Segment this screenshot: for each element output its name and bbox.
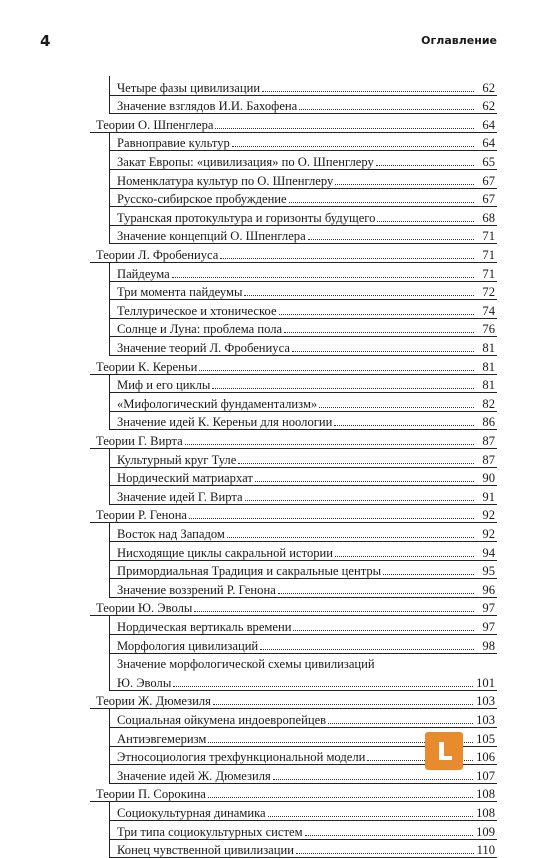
toc-entry-page: 67 bbox=[482, 173, 495, 188]
toc-subsection-entry bbox=[117, 653, 495, 672]
toc-subsection-entry bbox=[117, 467, 495, 486]
dot-leader bbox=[213, 703, 473, 705]
dot-leader bbox=[255, 480, 474, 482]
toc-entry-page: 72 bbox=[482, 285, 495, 300]
section-bracket bbox=[109, 132, 110, 244]
toc-entry-page: 103 bbox=[476, 712, 495, 727]
toc-subsection-entry bbox=[117, 225, 495, 244]
toc-entry-title: Три типа социокультурных систем bbox=[117, 824, 303, 839]
toc-entry-title: Морфология цивилизаций bbox=[117, 638, 259, 653]
toc-entry-title: Теории К. Кереньи bbox=[96, 359, 198, 374]
toc-entry-page: 81 bbox=[482, 378, 495, 393]
toc-section-entry bbox=[96, 355, 495, 374]
toc-entry-title: Ю. Эволы bbox=[117, 675, 172, 690]
dot-leader bbox=[334, 424, 474, 426]
toc-section-entry bbox=[96, 597, 495, 616]
section-bracket bbox=[109, 615, 110, 689]
toc-subsection-entry bbox=[117, 671, 495, 690]
toc-section-entry bbox=[96, 504, 495, 523]
dot-leader bbox=[377, 220, 474, 222]
toc-entry-title: Конец чувственной цивилизации bbox=[117, 843, 294, 858]
toc-subsection-entry bbox=[117, 299, 495, 318]
toc-entry-page: 110 bbox=[476, 843, 495, 858]
toc-entry-page: 65 bbox=[482, 154, 495, 169]
toc-entry-title: Номенклатура культур по О. Шпенглеру bbox=[117, 173, 334, 188]
dot-leader bbox=[260, 648, 474, 650]
toc-entry-title: Русско-сибирское пробуждение bbox=[117, 192, 287, 207]
toc-entry-title: Теории Л. Фробениуса bbox=[96, 247, 219, 262]
toc-entry-title: Нисходящие циклы сакральной истории bbox=[117, 545, 334, 560]
section-bracket bbox=[109, 76, 110, 113]
toc-entry-title: Социокультурная динамика bbox=[117, 805, 266, 820]
toc-entry-title: Теории Р. Генона bbox=[96, 508, 188, 523]
toc-entry-title: Теллурическое и хтоническое bbox=[117, 303, 277, 318]
dot-leader bbox=[319, 406, 474, 408]
dot-leader bbox=[238, 462, 474, 464]
toc-subsection-entry bbox=[117, 281, 495, 300]
toc-entry-title: Миф и его циклы bbox=[117, 378, 211, 393]
toc-entry-title: Нордический матриархат bbox=[117, 471, 253, 486]
dot-leader bbox=[208, 796, 473, 798]
toc-entry-title: Нордическая вертикаль времени bbox=[117, 619, 292, 634]
toc-entry-title: Социальная ойкумена индоевропейцев bbox=[117, 712, 327, 727]
toc-entry-page: 64 bbox=[482, 117, 495, 132]
toc-subsection-entry bbox=[117, 392, 495, 411]
toc-section-entry bbox=[96, 783, 495, 802]
running-title: Оглавление bbox=[421, 34, 497, 47]
section-bracket bbox=[109, 374, 110, 430]
dot-leader bbox=[215, 127, 474, 129]
toc-entry-title: Значение воззрений Р. Генона bbox=[117, 582, 276, 597]
dot-leader bbox=[199, 369, 474, 371]
toc-entry-title: Значение концепций О. Шпенглера bbox=[117, 229, 306, 244]
toc-subsection-entry bbox=[117, 541, 495, 560]
toc-entry-title: Теории Г. Вирта bbox=[96, 433, 183, 448]
toc-entry-page: 92 bbox=[482, 508, 495, 523]
dot-leader bbox=[383, 573, 474, 575]
dot-leader bbox=[296, 852, 474, 854]
toc-entry-page: 86 bbox=[482, 415, 495, 430]
dot-leader bbox=[335, 555, 474, 557]
toc-subsection-entry bbox=[117, 188, 495, 207]
toc-section-entry bbox=[96, 113, 495, 132]
toc-subsection-entry bbox=[117, 708, 495, 727]
toc-entry-title: «Мифологический фундаментализм» bbox=[117, 396, 318, 411]
dot-leader bbox=[172, 276, 474, 278]
toc-entry-page: 95 bbox=[482, 564, 495, 579]
toc-subsection-entry bbox=[117, 615, 495, 634]
dot-leader bbox=[262, 90, 474, 92]
section-bracket bbox=[109, 262, 110, 355]
dot-leader bbox=[273, 778, 473, 780]
toc-entry-page: 76 bbox=[482, 322, 495, 337]
dot-leader bbox=[289, 201, 474, 203]
toc-entry-title: Закат Европы: «цивилизация» по О. Шпенглеру bbox=[117, 154, 374, 169]
toc-entry-page: 109 bbox=[476, 824, 495, 839]
page-number: 4 bbox=[40, 32, 51, 50]
dot-leader bbox=[284, 331, 474, 333]
dot-leader bbox=[245, 499, 474, 501]
toc-entry-page: 98 bbox=[482, 638, 495, 653]
toc-entry-page: 91 bbox=[482, 489, 495, 504]
toc-entry-page: 101 bbox=[476, 675, 495, 690]
toc-subsection-entry bbox=[117, 336, 495, 355]
toc-subsection-entry bbox=[117, 169, 495, 188]
toc-entry-page: 87 bbox=[482, 452, 495, 467]
toc-entry-page: 108 bbox=[476, 787, 495, 802]
section-bracket bbox=[109, 522, 110, 596]
toc-subsection-entry bbox=[117, 411, 495, 430]
dot-leader bbox=[220, 257, 474, 259]
toc-entry-page: 96 bbox=[482, 582, 495, 597]
toc-entry-title: Туранская протокультура и горизонты будущего bbox=[117, 210, 376, 225]
toc-subsection-entry bbox=[117, 448, 495, 467]
dot-leader bbox=[232, 145, 474, 147]
toc-section-entry bbox=[96, 243, 495, 262]
toc-entry-page: 92 bbox=[482, 526, 495, 541]
toc-entry-title: Три момента пайдеумы bbox=[117, 285, 243, 300]
toc-subsection-entry bbox=[117, 820, 495, 839]
toc-subsection-entry bbox=[117, 560, 495, 579]
section-bracket bbox=[109, 708, 110, 782]
toc-entry-title: Значение теорий Л. Фробениуса bbox=[117, 340, 290, 355]
toc-entry-title: Пайдеума bbox=[117, 266, 170, 281]
toc-entry-page: 62 bbox=[482, 99, 495, 114]
toc-entry-page: 82 bbox=[482, 396, 495, 411]
toc-entry-title: Этносоциология трехфункциональной модели bbox=[117, 750, 366, 765]
toc-entry-page: 87 bbox=[482, 433, 495, 448]
toc-subsection-entry bbox=[117, 374, 495, 393]
toc-entry-page: 62 bbox=[482, 80, 495, 95]
toc-entry-title: Значение идей Ж. Дюмезиля bbox=[117, 768, 271, 783]
toc-entry-page: 97 bbox=[482, 601, 495, 616]
toc-entry-title: Равноправие культур bbox=[117, 136, 230, 151]
dot-leader bbox=[173, 685, 473, 687]
toc-entry-title: Антиэвгемеризм bbox=[117, 731, 207, 746]
section-bracket bbox=[109, 801, 110, 857]
toc-entry-page: 105 bbox=[476, 731, 495, 746]
toc-entry-title: Теории Ю. Эволы bbox=[96, 601, 193, 616]
dot-leader bbox=[305, 834, 474, 836]
toc-entry-page: 103 bbox=[476, 694, 495, 709]
toc-entry-page: 71 bbox=[482, 247, 495, 262]
toc-entry-title: Значение морфологической схемы цивилизаций bbox=[117, 657, 375, 672]
toc-subsection-entry bbox=[117, 150, 495, 169]
dot-leader bbox=[189, 517, 474, 519]
toc-entry-page: 106 bbox=[476, 750, 495, 765]
toc-entry-page: 64 bbox=[482, 136, 495, 151]
toc-subsection-entry bbox=[117, 132, 495, 151]
toc-entry-page: 81 bbox=[482, 340, 495, 355]
dot-leader bbox=[328, 722, 473, 724]
toc-subsection-entry bbox=[117, 206, 495, 225]
dot-leader bbox=[227, 536, 474, 538]
toc-subsection-entry bbox=[117, 318, 495, 337]
toc-subsection-entry bbox=[117, 485, 495, 504]
dot-leader bbox=[278, 592, 474, 594]
toc-subsection-entry bbox=[117, 839, 495, 858]
toc-entry-title: Теории П. Сорокина bbox=[96, 787, 206, 802]
toc-subsection-entry bbox=[117, 522, 495, 541]
toc-subsection-entry bbox=[117, 578, 495, 597]
toc-entry-title: Значение взглядов И.И. Бахофена bbox=[117, 99, 298, 114]
dot-leader bbox=[212, 387, 474, 389]
dot-leader bbox=[376, 164, 474, 166]
dot-leader bbox=[292, 350, 474, 352]
toc-entry-page: 68 bbox=[482, 210, 495, 225]
dot-leader bbox=[194, 610, 474, 612]
toc-entry-page: 71 bbox=[482, 229, 495, 244]
toc-subsection-entry bbox=[117, 262, 495, 281]
toc-entry-title: Теории Ж. Дюмезиля bbox=[96, 694, 211, 709]
toc-subsection-entry bbox=[117, 634, 495, 653]
dot-leader bbox=[185, 443, 474, 445]
dot-leader bbox=[335, 183, 474, 185]
toc-entry-page: 97 bbox=[482, 619, 495, 634]
toc-entry-title: Четыре фазы цивилизации bbox=[117, 80, 261, 95]
dot-leader bbox=[244, 294, 474, 296]
toc-subsection-entry bbox=[117, 76, 495, 95]
toc-entry-page: 107 bbox=[476, 768, 495, 783]
toc-entry-title: Значение идей К. Кереньи для ноологии bbox=[117, 415, 333, 430]
dot-leader bbox=[299, 108, 474, 110]
dot-leader bbox=[279, 313, 474, 315]
toc-section-entry bbox=[96, 690, 495, 709]
toc-subsection-entry bbox=[117, 95, 495, 114]
toc-entry-page: 81 bbox=[482, 359, 495, 374]
toc-entry-page: 67 bbox=[482, 192, 495, 207]
toc-entry-title: Восток над Западом bbox=[117, 526, 225, 541]
toc-entry-page: 108 bbox=[476, 805, 495, 820]
section-bracket bbox=[109, 448, 110, 504]
toc-entry-title: Теории О. Шпенглера bbox=[96, 117, 214, 132]
toc-subsection-entry bbox=[117, 801, 495, 820]
toc-entry-page: 71 bbox=[482, 266, 495, 281]
toc-entry-title: Культурный круг Туле bbox=[117, 452, 237, 467]
toc-entry-page: 94 bbox=[482, 545, 495, 560]
toc-entry-title: Примордиальная Традиция и сакральные центры bbox=[117, 564, 382, 579]
toc-section-entry bbox=[96, 429, 495, 448]
toc-entry-page: 74 bbox=[482, 303, 495, 318]
labirint-logo-icon bbox=[425, 732, 463, 770]
toc-entry-page: 90 bbox=[482, 471, 495, 486]
dot-leader bbox=[293, 629, 474, 631]
dot-leader bbox=[268, 815, 474, 817]
dot-leader bbox=[308, 238, 474, 240]
toc-entry-title: Солнце и Луна: проблема пола bbox=[117, 322, 283, 337]
toc-entry-title: Значение идей Г. Вирта bbox=[117, 489, 243, 504]
